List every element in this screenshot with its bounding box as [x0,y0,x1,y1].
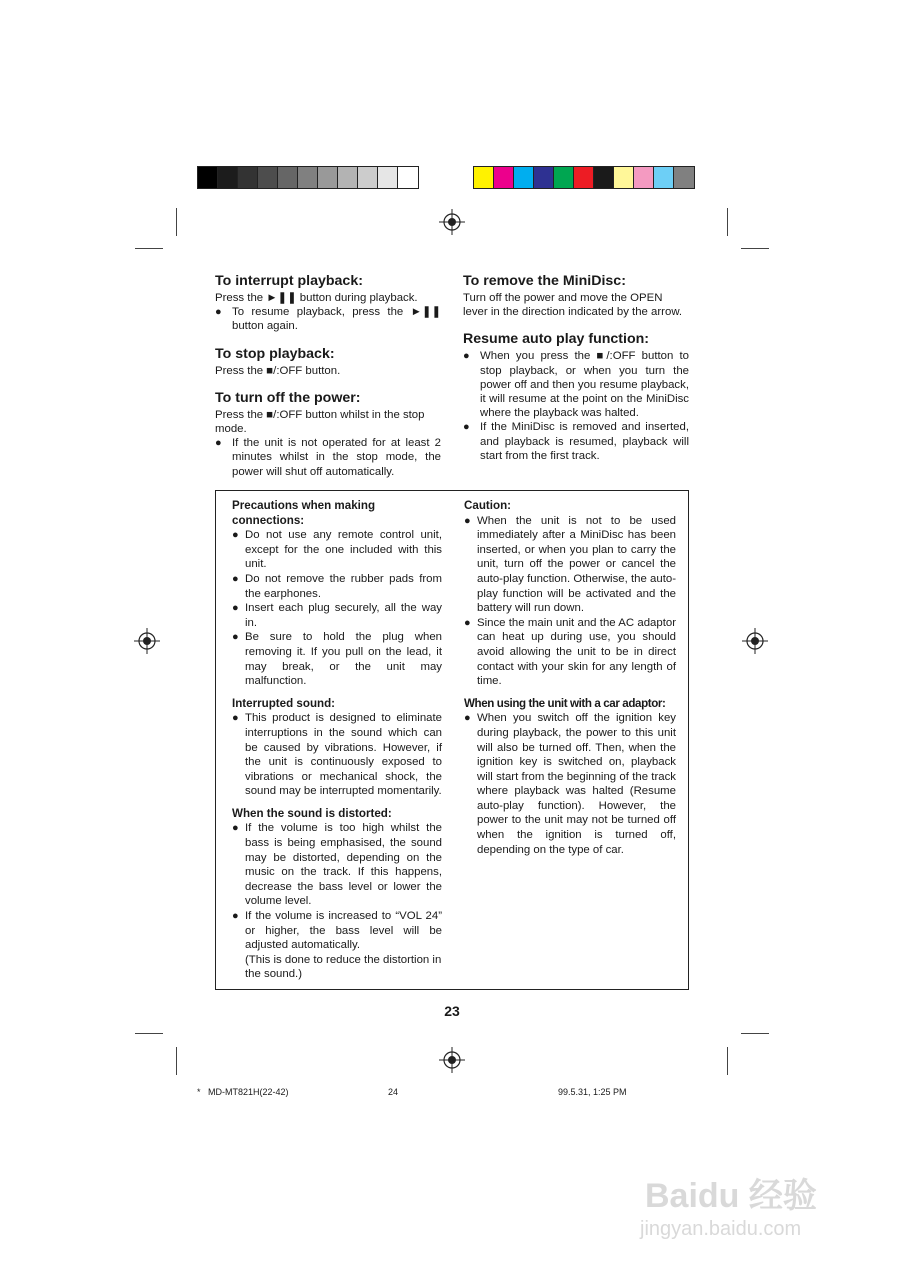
color-swatch-1 [474,167,494,188]
crop-mark [176,208,177,236]
color-swatch-11 [674,167,694,188]
box-heading: Caution: [464,499,512,512]
crop-mark [727,208,728,236]
box-heading: When using the unit with a car adaptor: [464,696,666,710]
gray-swatch-5 [278,167,298,188]
registration-mark-icon [134,628,160,654]
footer-left: * MD-MT821H(22-42) [197,1087,289,1097]
precautions-section [232,499,442,689]
box-left-column [232,499,442,990]
resume-section [463,331,689,463]
bullet-item: ● Do not use any remote control unit, except for the one included with this unit. [232,528,442,572]
bullet-item: ● Insert each plug securely, all the way in. [232,601,442,630]
left-column [215,273,441,491]
footer-right: 99.5.31, 1:25 PM [558,1087,627,1097]
precautions-box [215,490,689,990]
color-swatch-6 [574,167,594,188]
right-column [463,273,689,475]
note-text: (This is done to reduce the distortion in the sound.) [245,953,442,981]
bullet-item: ● If the MiniDisc is removed and inserted, and playback is resumed, playback will start from the first track. [463,420,689,463]
registration-mark-icon [439,209,465,235]
crop-mark [741,1033,769,1034]
color-swatch-3 [514,167,534,188]
registration-mark-icon [742,628,768,654]
car-adaptor-section [464,697,676,858]
bullet-item: ● Be sure to hold the plug when removing it. If you pull on the lead, it may break, or the unit may malfunction. [232,630,442,688]
gray-swatch-4 [258,167,278,188]
color-swatch-2 [494,167,514,188]
bullet-item: ● This product is designed to eliminate interruptions in the sound which can be caused by vibrations. However, if the unit is continuously exposed to vibrations or mechanical shock, the sound may be interrupted momentarily. [232,711,442,799]
bullet-item: ● When you press the ■/:OFF button to stop playback, or when you turn the power off and then you resume playback, it will resume at the point on the MiniDisc where the playback was halted. [463,349,689,420]
box-heading: Precautions when making connections: [232,499,376,527]
gray-swatch-9 [358,167,378,188]
body-text: Press the ■/:OFF button whilst in the stop mode. [215,408,425,436]
body-text: Press the ■/:OFF button. [215,364,341,377]
color-swatch-7 [594,167,614,188]
bullet-item: ● To resume playback, press the ►❚❚ button again. [215,305,441,333]
gray-swatch-6 [298,167,318,188]
bullet-item: ● Since the main unit and the AC adaptor can heat up during use, you should avoid allowing the unit to be in direct contact with your skin for any length of time. [464,616,676,689]
crop-mark [727,1047,728,1075]
registration-mark-icon [439,1047,465,1073]
gray-swatch-1 [198,167,218,188]
bullet-item: ● When the unit is not to be used immediately after a MiniDisc has been inserted, or when you plan to carry the unit, turn off the power or cancel the auto-play function. Otherwise, the auto-play function will be activated and the battery will run down. [464,514,676,616]
gray-swatch-2 [218,167,238,188]
gray-swatch-7 [318,167,338,188]
section-heading: Resume auto play function: [463,331,650,348]
caution-section [464,499,676,689]
crop-mark [135,1033,163,1034]
color-swatch-5 [554,167,574,188]
section-heading: To turn off the power: [215,389,361,406]
grayscale-calibration-bar [197,166,419,189]
section-heading: To interrupt playback: [215,273,363,289]
box-heading: Interrupted sound: [232,696,336,710]
section-heading: To remove the MiniDisc: [463,273,626,289]
color-swatch-9 [634,167,654,188]
interrupt-section [215,273,441,334]
body-text: Turn off the power and move the OPEN lever in the direction indicated by the arrow. [463,292,683,319]
box-right-column [464,499,676,865]
watermark-brand: Baidu 经验 [645,1177,817,1215]
crop-mark [135,248,163,249]
body-text: Press the ►❚❚ button during playback. [215,292,418,304]
color-swatch-4 [534,167,554,188]
gray-swatch-10 [378,167,398,188]
watermark-url: jingyan.baidu.com [640,1218,802,1240]
gray-swatch-3 [238,167,258,188]
section-heading: To stop playback: [215,345,335,362]
footer-middle: 24 [388,1087,399,1097]
bullet-item: ● When you switch off the ignition key during playback, the power to this unit will also be turned off. Then, when the ignition key is switched on, playback will start from the beginning of the track where playback was halted (Resume auto-play function). However, the power to the unit may not be turned off when the ignition is turned off, depending on the type of car. [464,711,676,857]
color-calibration-bar [473,166,695,189]
gray-swatch-11 [398,167,418,188]
bullet-item: ● If the volume is too high whilst the bass is being emphasised, the sound may be distorted, depending on the music on the track. If this happens, decrease the bass level or lower the volume level. [232,821,442,909]
crop-mark [741,248,769,249]
bullet-item: ● Do not remove the rubber pads from the earphones. [232,572,442,601]
color-swatch-8 [614,167,634,188]
distorted-sound-section [232,807,442,982]
box-heading: When the sound is distorted: [232,806,392,820]
interrupted-sound-section [232,697,442,799]
crop-mark [176,1047,177,1075]
power-section [215,390,441,479]
color-swatch-10 [654,167,674,188]
gray-swatch-8 [338,167,358,188]
bullet-item: ● If the volume is increased to “VOL 24” or higher, the bass level will be adjusted automatically. [232,909,442,953]
remove-section [463,273,689,319]
page-number: 23 [444,1003,460,1019]
bullet-item: ● If the unit is not operated for at least 2 minutes whilst in the stop mode, the power will shut off automatically. [215,436,441,479]
stop-section [215,346,441,378]
